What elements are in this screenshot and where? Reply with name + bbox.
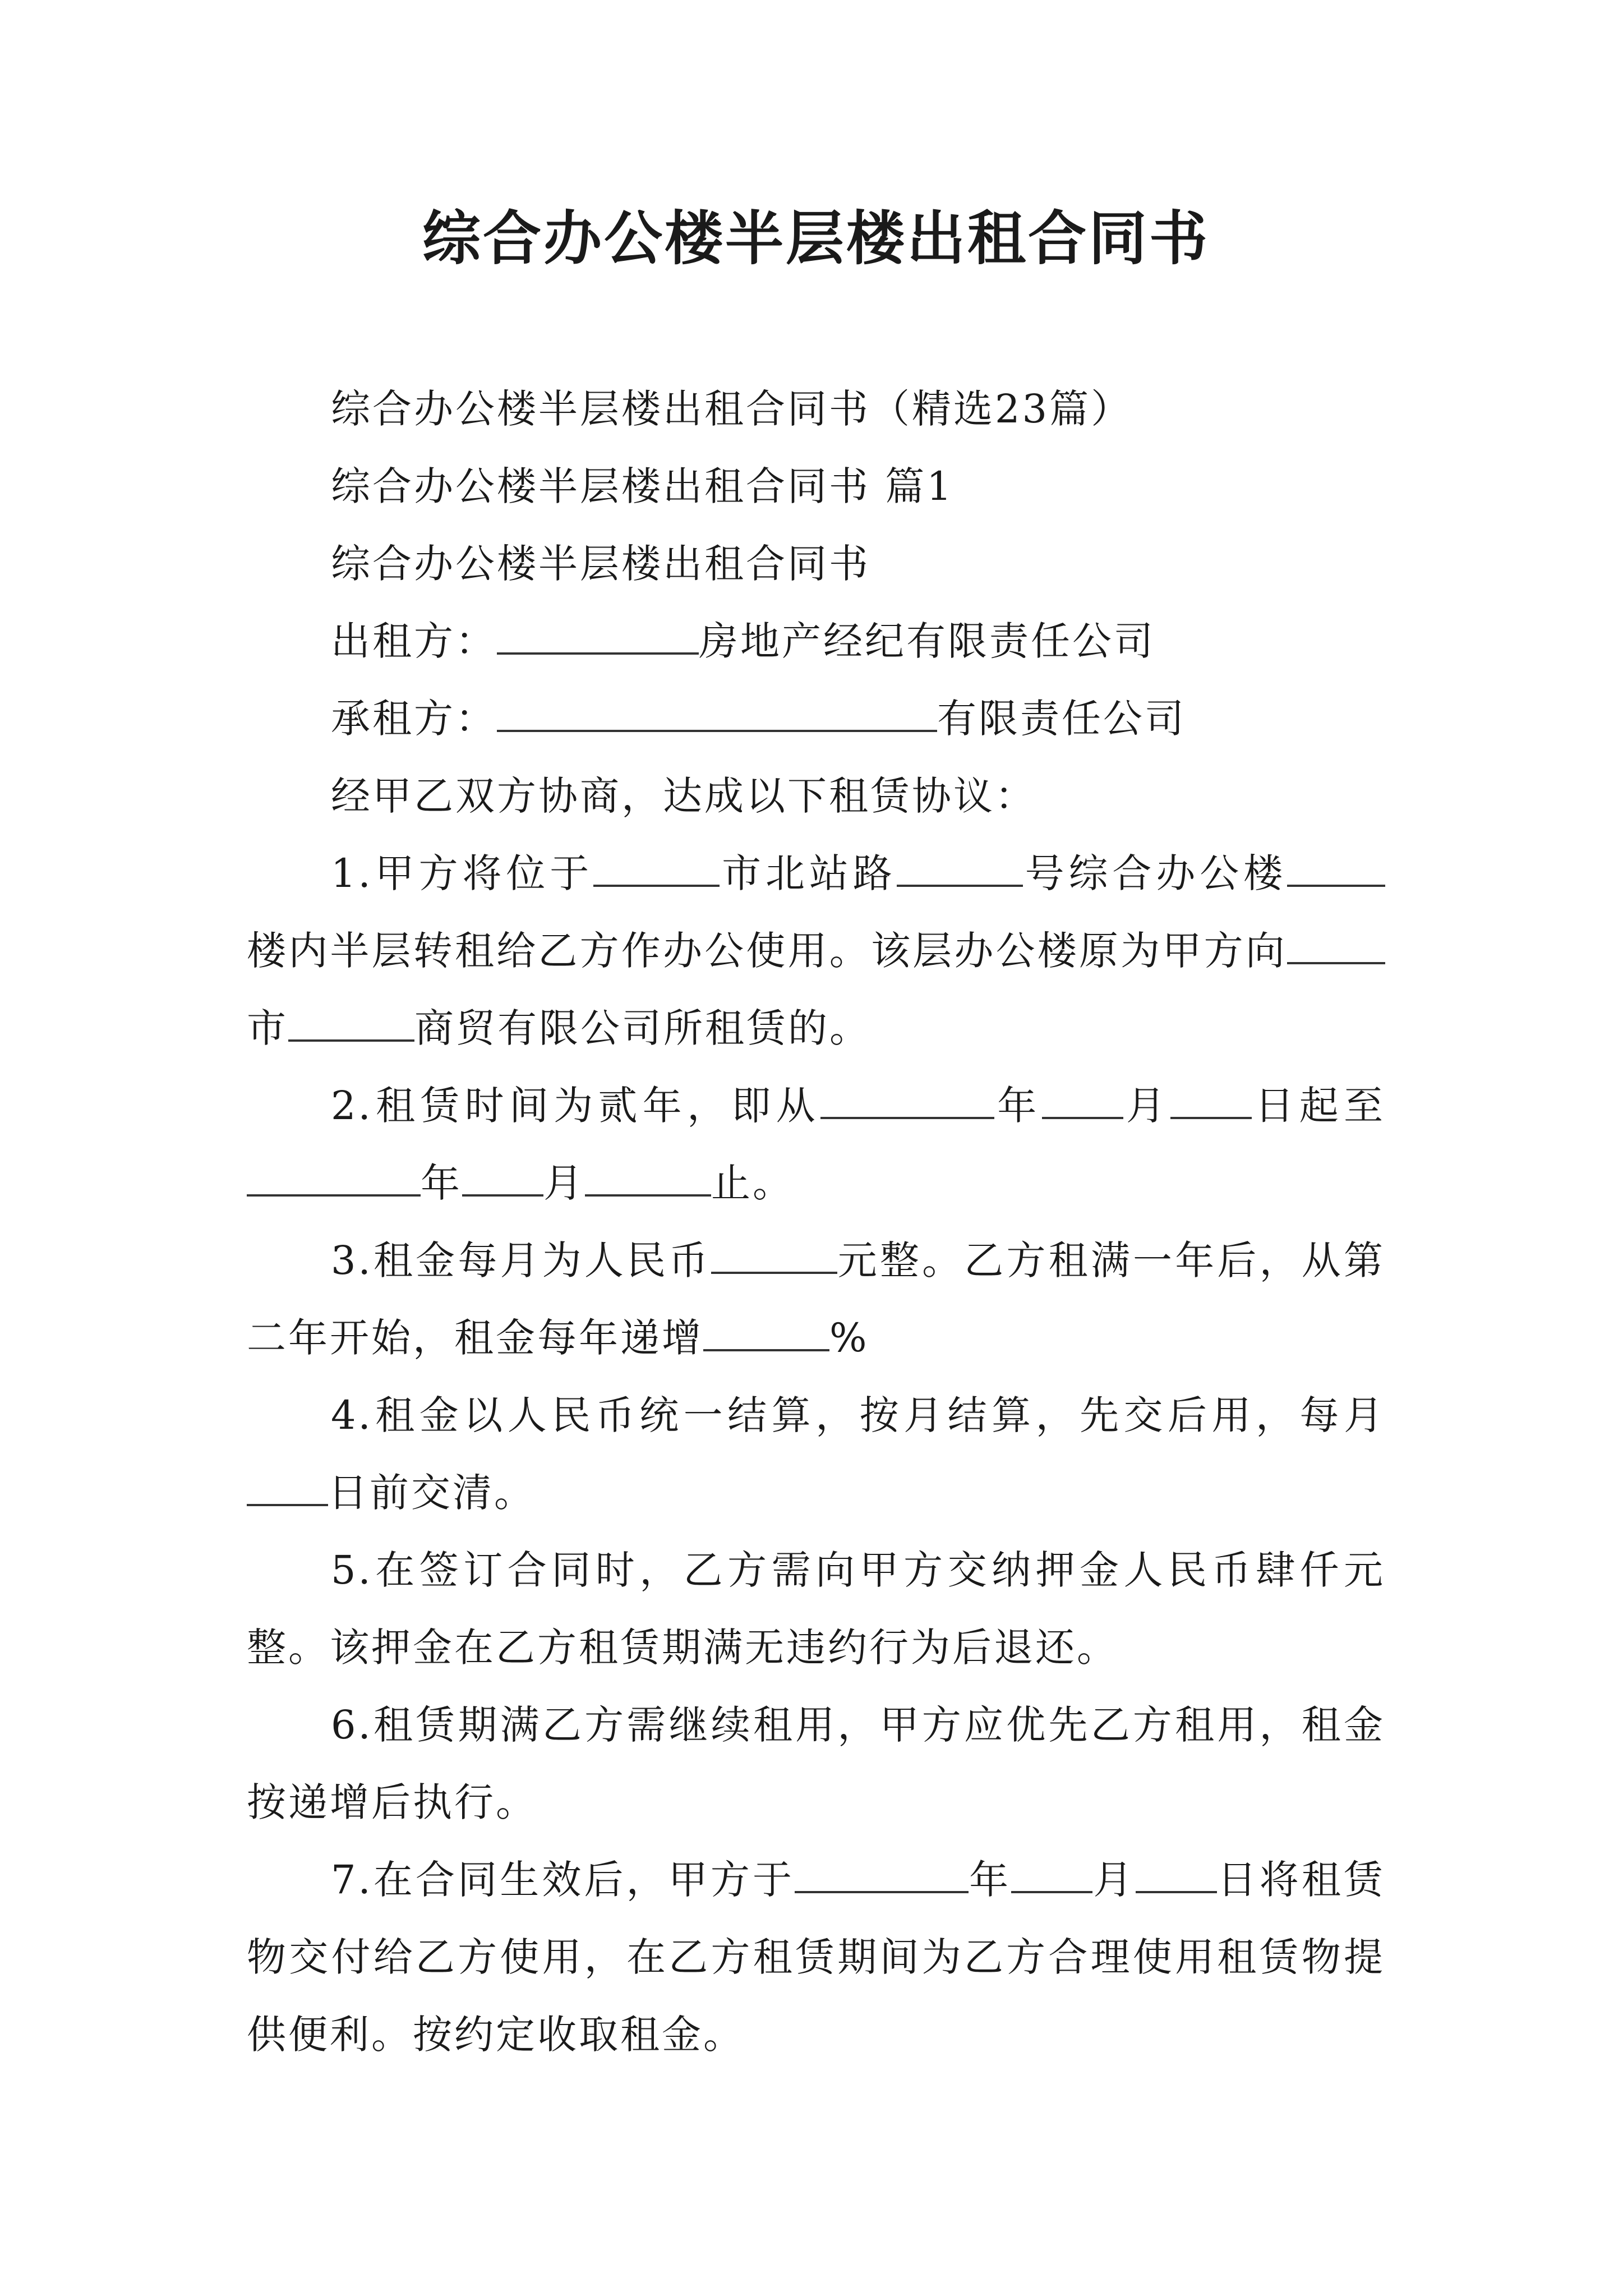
clause-3 bbox=[247, 1222, 1385, 1377]
start-day-blank bbox=[1170, 1084, 1252, 1119]
clause-6: 6.租赁期满乙方需继续租用，甲方应优先乙方租用，租金按递增后执行。 bbox=[247, 1702, 1385, 1825]
clause-2-text-e: 年 bbox=[421, 1160, 462, 1206]
section-heading: 综合办公楼半层楼出租合同书 篇1 bbox=[331, 463, 954, 509]
subtitle: 综合办公楼半层楼出租合同书（精选23篇） bbox=[331, 386, 1133, 432]
clause-2-text-c: 月 bbox=[1123, 1083, 1171, 1129]
clause-1-text-a: 1.甲方将位于 bbox=[331, 850, 594, 896]
start-month-blank bbox=[1042, 1084, 1123, 1119]
handover-month-blank bbox=[1011, 1858, 1092, 1893]
clause-4-text-a: 4.租金以人民币统一结算，按月结算，先交后用，每月 bbox=[331, 1392, 1385, 1438]
lessee-line bbox=[247, 680, 1385, 757]
increase-rate-blank bbox=[703, 1317, 829, 1351]
clause-1-text-e: 市 bbox=[247, 1005, 288, 1051]
clause-2 bbox=[247, 1067, 1385, 1222]
handover-year-blank bbox=[795, 1858, 969, 1893]
clause-1-text-b: 市北站路 bbox=[720, 850, 897, 896]
clause-1 bbox=[247, 835, 1385, 1067]
city2-blank bbox=[1287, 930, 1385, 964]
contract-heading: 综合办公楼半层楼出租合同书 bbox=[331, 541, 870, 587]
floor-blank bbox=[1287, 852, 1385, 887]
start-year-blank bbox=[820, 1084, 994, 1119]
company-blank bbox=[288, 1007, 414, 1042]
clause-2-text-f: 月 bbox=[543, 1160, 585, 1206]
number-blank bbox=[897, 852, 1023, 887]
city-blank bbox=[593, 852, 720, 887]
clause-5: 5.在签订合同时，乙方需向甲方交纳押金人民币肆仟元整。该押金在乙方租赁期满无违约行为后退还。 bbox=[247, 1547, 1385, 1671]
clause-7 bbox=[247, 1841, 1385, 2073]
lessee-label: 承租方： bbox=[331, 696, 497, 742]
end-month-blank bbox=[462, 1162, 543, 1197]
lessor-line bbox=[247, 602, 1385, 680]
lessee-suffix: 有限责任公司 bbox=[937, 696, 1186, 742]
clause-2-text-b: 年 bbox=[994, 1083, 1042, 1129]
document-body bbox=[247, 370, 1385, 2073]
rent-amount-blank bbox=[711, 1239, 837, 1274]
intro-line: 经甲乙双方协商，达成以下租赁协议： bbox=[331, 773, 1036, 819]
lessee-blank bbox=[497, 697, 937, 732]
clause-2-text-g: 止。 bbox=[711, 1160, 794, 1206]
end-year-blank bbox=[247, 1162, 421, 1197]
clause-3-text-c: % bbox=[829, 1315, 869, 1361]
clause-7-text-c: 月 bbox=[1092, 1857, 1136, 1903]
lessor-suffix: 房地产经纪有限责任公司 bbox=[699, 618, 1155, 664]
pay-day-blank bbox=[247, 1471, 328, 1506]
clause-2-text-d: 日起至 bbox=[1252, 1083, 1385, 1129]
clause-3-text-b: 元整。乙方租满一年后，从第二年开始，租金每年递增 bbox=[247, 1237, 1385, 1361]
clause-1-text-d: 楼内半层转租给乙方作办公使用。该层办公楼原为甲方向 bbox=[247, 928, 1287, 974]
end-day-blank bbox=[585, 1162, 711, 1197]
lessor-label: 出租方： bbox=[331, 618, 497, 664]
clause-7-text-a: 7.在合同生效后，甲方于 bbox=[331, 1857, 795, 1903]
clause-4 bbox=[247, 1377, 1385, 1531]
clause-1-text-c: 号综合办公楼 bbox=[1022, 850, 1288, 896]
clause-3-text-a: 3.租金每月为人民币 bbox=[331, 1237, 711, 1283]
clause-2-text-a: 2.租赁时间为贰年，即从 bbox=[331, 1083, 820, 1129]
clause-4-text-b: 日前交清。 bbox=[328, 1470, 536, 1516]
lessor-blank bbox=[497, 620, 699, 655]
clause-7-text-d: 日将租赁物交付给乙方使用，在乙方租赁期间为乙方合理使用租赁物提供便利。按约定收取租金。 bbox=[247, 1857, 1385, 2058]
clause-7-text-b: 年 bbox=[969, 1857, 1012, 1903]
handover-day-blank bbox=[1136, 1858, 1217, 1893]
clause-1-text-f: 商贸有限公司所租赁的。 bbox=[414, 1005, 871, 1051]
document-title: 综合办公楼半层楼出租合同书 bbox=[422, 204, 1210, 273]
